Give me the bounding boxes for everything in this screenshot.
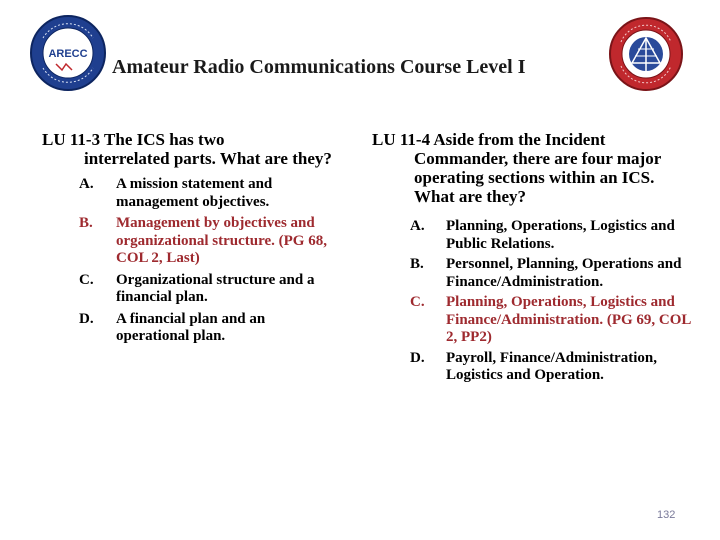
- option-text: A financial plan and an operational plan.: [116, 310, 266, 344]
- option-letter: D.: [79, 310, 94, 327]
- option-letter: A.: [410, 218, 425, 234]
- answer-option-d: [42, 311, 342, 346]
- option-text: A mission statement and management objectives.: [116, 176, 273, 210]
- option-text: Planning, Operations, Logistics and Public Relations.: [446, 218, 675, 252]
- question-text: [42, 130, 342, 168]
- option-letter: A.: [79, 176, 94, 192]
- option-letter: B.: [79, 215, 93, 231]
- question-rest: interrelated parts. What are they?: [84, 149, 332, 168]
- ares-logo-icon: [608, 16, 684, 92]
- question-lu-11-3: [42, 130, 342, 346]
- option-letter: D.: [410, 349, 425, 366]
- answer-option-c: [372, 294, 692, 347]
- option-text: Management by objectives and organizational structure. (PG 68, COL 2, Last): [116, 215, 327, 266]
- answer-options: [372, 218, 692, 385]
- answer-option-a: [372, 218, 692, 253]
- answer-options: [42, 176, 342, 346]
- question-lead: LU 11-4 Aside from the Incident: [372, 130, 606, 149]
- page-title: Amateur Radio Communications Course Level I: [112, 56, 526, 78]
- page-number: 132: [657, 509, 676, 521]
- question-lu-11-4: [372, 130, 692, 385]
- arecc-course-logo-icon: [29, 14, 107, 92]
- answer-option-c: [42, 272, 342, 307]
- option-letter: C.: [79, 271, 94, 288]
- question-lead: LU 11-3 The ICS has two: [42, 130, 225, 149]
- answer-option-a: [42, 176, 342, 211]
- option-letter: B.: [410, 256, 424, 272]
- option-text: Payroll, Finance/Administration, Logistics and Operation.: [446, 349, 657, 383]
- answer-option-d: [372, 350, 692, 385]
- option-text: Personnel, Planning, Operations and Finance/Administration.: [446, 256, 682, 290]
- logo-left-label: ARECC: [48, 48, 88, 60]
- answer-option-b: [372, 256, 692, 291]
- option-letter: C.: [410, 294, 425, 310]
- option-text: Organizational structure and a financial plan.: [116, 271, 315, 305]
- option-text: Planning, Operations, Logistics and Finance/Administration. (PG 69, COL 2, PP2): [446, 294, 691, 345]
- question-text: [372, 130, 692, 206]
- question-rest: Commander, there are four major operating sections within an ICS. What are they?: [414, 149, 661, 206]
- answer-option-b: [42, 215, 342, 268]
